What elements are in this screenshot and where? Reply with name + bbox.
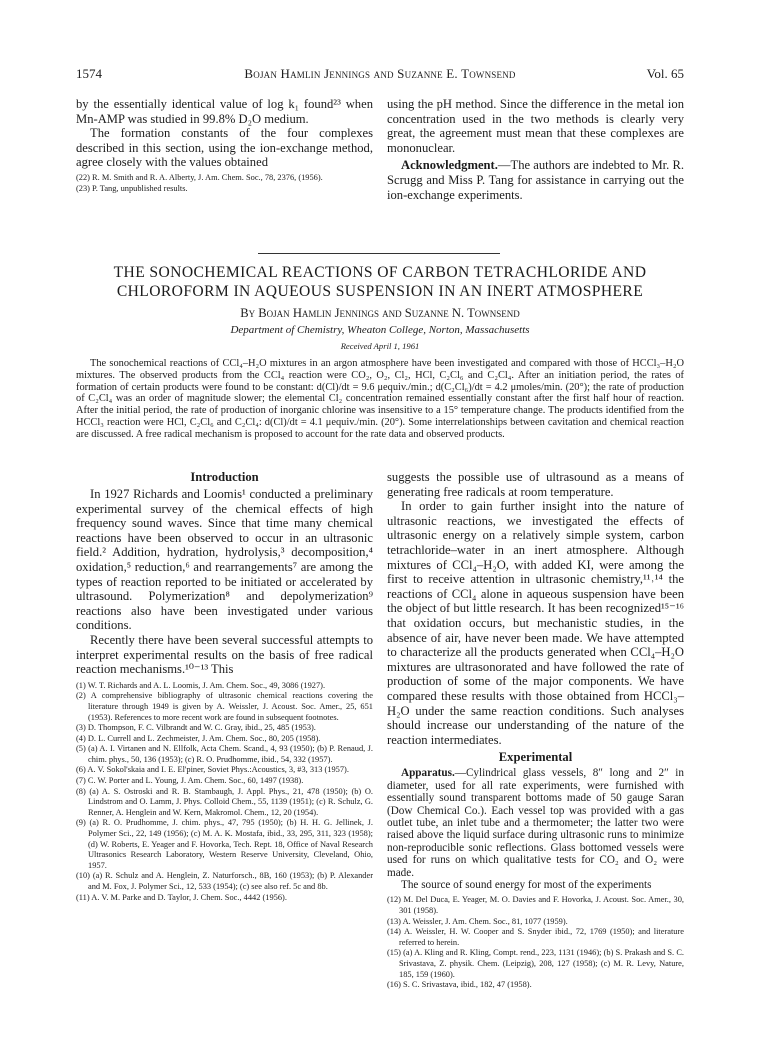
footnote: (5) (a) A. I. Virtanen and N. Ellfolk, Acta Chem. Scand., 4, 93 (1950); (b) P. Renaud, J. chim. phys., 50, 136 (1953); (c) R. O. Prudhomme, ibid., 54, 332 (1957). (76, 744, 373, 764)
footnotes (76, 681, 373, 903)
footnote: (14) A. Weissler, H. W. Cooper and S. Snyder ibid., 72, 1769 (1950); and literature referred to herein. (387, 927, 684, 947)
right-column (387, 470, 684, 991)
byline: By Bojan Hamlin Jennings and Suzanne N. Townsend (240, 306, 520, 320)
section-divider (258, 253, 500, 254)
footnote: (4) D. L. Currell and L. Zechmeister, J. Am. Chem. Soc., 80, 205 (1958). (76, 733, 321, 743)
abstract: The sonochemical reactions of CCl₄–H₂O mixtures in an argon atmosphere have been investigated and compared with those of HCCl₃–H₂O mixtures. The observed products from the CCl₄ reaction were CO₂, O₂, Cl₂, HCl, C₂Cl₆ and C₂Cl₄. After an initiation period, the rates of formation of certain products were found to be constant: d(Cl)/dt = 9.6 μequiv./min.; d(C₂Cl₆)/dt = 4.2 μmoles/min. (20°); the rate of production of C₂Cl₄ was an order of magnitude slower; the elemental Cl₂ concentration remained essentially constant after the first half hour of reaction. After the initial period, the rate of production of inorganic chlorine was insensitive to a 15° temperature change. The products identified from the HCCl₃ reaction were HCl, C₂Cl₆ and C₂Cl₄: d(Cl)/dt = 4.1 μequiv./min. (20°). Some interrelationships between cavitation and chemical reaction are discussed. A free radical mechanism is proposed to account for the rate data and observed products. (76, 358, 684, 440)
previous-article-right-column (387, 97, 684, 202)
footnote: (3) D. Thompson, F. C. Vilbrandt and W. C. Gray, ibid., 25, 485 (1953). (76, 723, 316, 733)
article-title-line-2: CHLOROFORM IN AQUEOUS SUSPENSION IN AN INERT ATMOSPHERE (116, 283, 644, 300)
left-column (76, 470, 373, 903)
experimental-heading: Experimental (498, 750, 573, 765)
previous-article-left-column (76, 97, 373, 194)
footnote: (15) (a) A. Kling and R. Kling, Compt. rend., 223, 1131 (1946); (b) S. Prakash and S. C. Srivastava, Z. physik. Chem. (Leipzig), 208, 127 (1958); (c) M. R. Levy, Nature, 185, 159 (1960). (387, 948, 684, 979)
page-number: 1574 (76, 66, 102, 81)
acknowledgment-heading: Acknowledgment. (401, 158, 498, 173)
apparatus-text: —Cylindrical glass vessels, 8″ long and 2″ in diameter, used for all rate experiments, were furnished with essentially sound transparent bottoms made of 50 gauge Saran (Dow Chemical Co.). Each vessel top was provided with a gas outlet tube, an inlet tube and a thermometer; the latter two were raised above the liquid surface during ultrasonic runs to minimize non-reproducible sonic reflections. Glass bottomed vessels were used for runs on which qualitative tests for CO₂ and O₂ were made. (387, 767, 684, 879)
affiliation: Department of Chemistry, Wheaton College, Norton, Massachusetts (230, 324, 530, 336)
footnotes (387, 895, 684, 990)
footnote: (22) R. M. Smith and R. A. Alberty, J. Am. Chem. Soc., 78, 2376, (1956). (76, 172, 323, 182)
received-date: Received April 1, 1961 (340, 341, 420, 351)
paragraph: suggests the possible use of ultrasound as a means of generating free radicals at room temperature. (387, 470, 684, 499)
article-title (56, 263, 704, 301)
paragraph: The source of sound energy for most of the experiments (401, 878, 652, 891)
paragraph: In 1927 Richards and Loomis¹ conducted a preliminary experimental survey of the chemical effects of high frequency sound waves. Since that time many chemical reactions have been observed to occur in an ultrasonic field.² Addition, hydration, hydrolysis,³ decomposition,⁴ oxidation,⁵ reduction,⁶ and rearrangements⁷ are among the types of reaction reported to be initiated or accelerated by ultrasound. Polymerization⁸ and depolymerization⁹ reactions also have been investigated under various conditions. (76, 487, 373, 633)
previous-article-text: by the essentially identical value of log k₁ found²³ when Mn-AMP was studied in 99.8% D₂O medium. (76, 97, 373, 126)
footnote: (9) (a) R. O. Prudhomme, J. chim. phys., 47, 795 (1950); (b) H. H. G. Jellinek, J. Polymer Sci., 22, 149 (1956); (c) M. A. K. Mostafa, ibid., 33, 295, 311, 323 (1958); (d) W. Roberts, E. Yeager and F. Hovorka, Tech. Rept. 18, Office of Naval Research Ultrasonics Research Laboratory, Western Reserve University, Cleveland, Ohio, 1957. (76, 818, 373, 870)
paragraph: In order to gain further insight into the nature of ultrasonic reactions, we investigated the effects of ultrasonic energy on a relatively simple system, carbon tetrachloride–water in an inert atmosphere. Although mixtures of CCl₄–H₂O, with added KI, were among the first to receive attention in ultrasonic chemistry,¹¹˒¹⁴ the reactions of CCl₄ alone in aqueous suspension have been the object of but little research. It has been recognized¹⁵⁻¹⁶ that oxidation occurs, but mechanistic studies, in the absence of air, have never been made. We have attempted to characterize all the products generated when CCl₄–H₂O mixtures are ultrasonorated and have followed the rate of production of some of the major components. We have compared these results with those obtained from HCCl₃–H₂O under the same reaction conditions. Such analyses should increase our understanding of the nature of the reaction intermediates. (387, 499, 684, 747)
previous-article-text: using the pH method. Since the difference in the metal ion concentration used in the two methods is clearly very great, the agreement must mean that these complexes are mononuclear. (387, 97, 684, 155)
footnote: (12) M. Del Duca, E. Yeager, M. O. Davies and F. Hovorka, J. Acoust. Soc. Amer., 30, 301 (1958). (387, 895, 684, 915)
running-head: Bojan Hamlin Jennings and Suzanne E. Townsend (244, 66, 516, 81)
paragraph: Recently there have been several successful attempts to interpret experimental results on the basis of free radical reaction mechanisms.¹⁰⁻¹³ This (76, 632, 373, 677)
footnote: (6) A. V. Sokol'skaia and I. E. El'piner, Soviet Phys.:Acoustics, 3, #3, 313 (1957). (76, 765, 349, 775)
footnote: (1) W. T. Richards and A. L. Loomis, J. Am. Chem. Soc., 49, 3086 (1927). (76, 680, 326, 690)
introduction-heading: Introduction (190, 470, 259, 484)
apparatus-paragraph (387, 767, 684, 879)
volume-label: Vol. 65 (646, 66, 684, 81)
acknowledgment (387, 158, 684, 202)
previous-article-text: The formation constants of the four complexes described in this section, using the ion-exchange method, agree closely with the values obtained (76, 126, 373, 170)
footnote: (16) S. C. Srivastava, ibid., 182, 47 (1958). (387, 980, 532, 990)
article-title-line-1: THE SONOCHEMICAL REACTIONS OF CARBON TETRACHLORIDE AND (113, 264, 647, 281)
footnote: (7) C. W. Porter and L. Young, J. Am. Chem. Soc., 60, 1497 (1938). (76, 776, 304, 786)
footnote: (2) A comprehensive bibliography of ultrasonic chemical reactions covering the literature through 1949 is given by A. Weissler, J. Acoust. Soc. Amer., 25, 651 (1953). References to more recent work are found in subsequent footnotes. (76, 691, 373, 722)
footnotes (76, 173, 373, 194)
apparatus-heading: Apparatus. (401, 767, 455, 780)
footnote: (23) P. Tang, unpublished results. (76, 183, 188, 193)
running-header (76, 66, 684, 82)
footnote: (10) (a) R. Schulz and A. Henglein, Z. Naturforsch., 8B, 160 (1953); (b) P. Alexander and M. Fox, J. Polymer Sci., 12, 533 (1954); (c) see also ref. 5c and 8b. (76, 871, 373, 891)
acknowledgment-text: —The authors are indebted to Mr. R. Scrugg and Miss P. Tang for assistance in carrying out the ion-exchange experiments. (387, 158, 684, 202)
footnote: (11) A. V. M. Parke and D. Taylor, J. Chem. Soc., 4442 (1956). (76, 892, 287, 902)
footnote: (8) (a) A. S. Ostroski and R. B. Stambaugh, J. Appl. Phys., 21, 478 (1950); (b) O. Lindstrom and O. Lamm, J. Phys. Colloid Chem., 55, 1139 (1951); (c) R. Schulz, G. Renner, A. Henglein and W. Kern, Makromol. Chem., 12, 20 (1954). (76, 786, 373, 817)
footnote: (13) A. Weissler, J. Am. Chem. Soc., 81, 1077 (1959). (387, 916, 568, 926)
